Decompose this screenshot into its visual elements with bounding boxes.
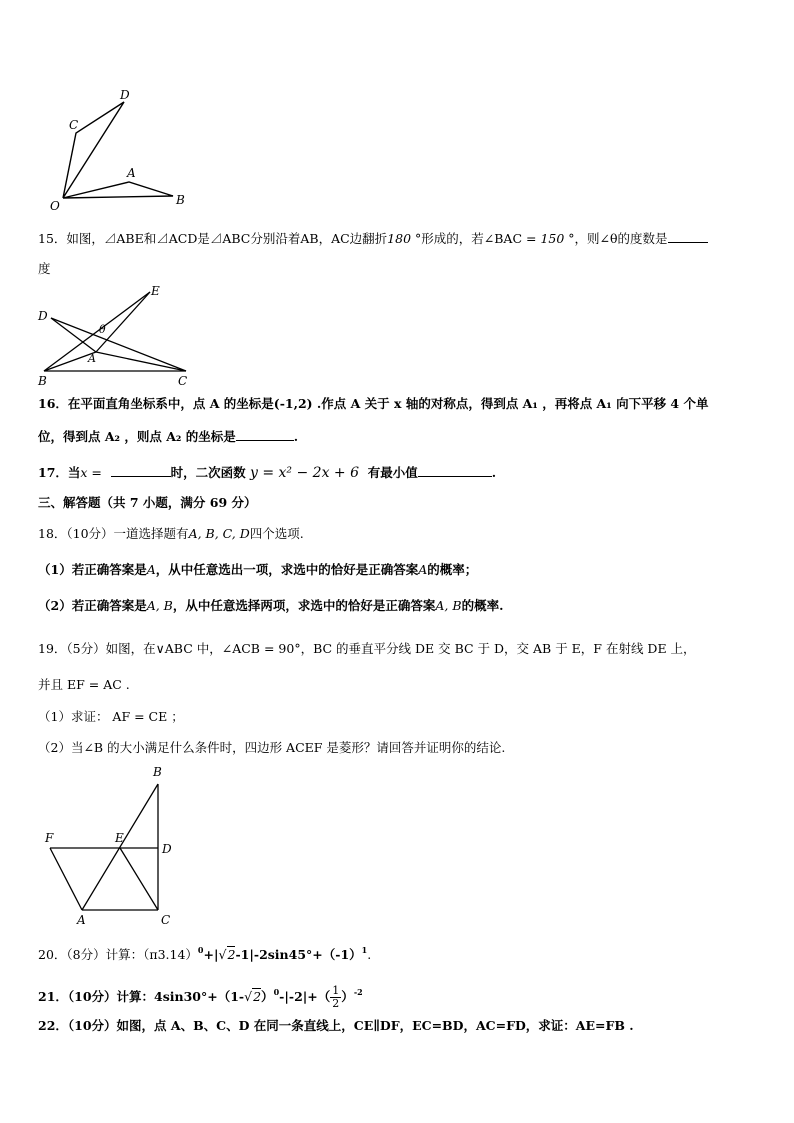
q18-p1-answer: A xyxy=(146,562,156,577)
question-number: 15． xyxy=(38,231,67,246)
line-f-a xyxy=(50,848,82,910)
q20-mid: +| xyxy=(203,947,219,962)
q16-period: . xyxy=(293,429,299,444)
answer-blank[interactable] xyxy=(668,230,708,243)
q18-p1-c: 的概率； xyxy=(427,562,478,577)
q17-text-a: 17．当 xyxy=(38,465,81,480)
label-c: C xyxy=(161,913,171,927)
question-17 xyxy=(38,464,496,481)
q20-tail: -1|-2sin45°+（-1） xyxy=(235,947,362,962)
question-16-line-2 xyxy=(38,428,298,445)
q22-text: 22．（10分）如图，点 A、B、C、D 在同一条直线上，CE∥DF，EC=BD，AC=FD，求证：AE=FB . xyxy=(38,1018,634,1033)
q17-function: y = x² − 2x + 6 xyxy=(250,465,360,481)
section-title: 三、解答题（共 7 小题，满分 69 分） xyxy=(38,495,257,510)
q20-head: 20．（8分）计算：（π3.14） xyxy=(38,947,198,962)
question-21: 21．（10分）计算：$4\sin 30^\circ+(1-√2)^0-|-2|+$（ $\frac{1}{2}$ ）$^{-2}$ xyxy=(38,984,363,1010)
q18-p2-a: （2）若正确答案是 xyxy=(38,598,147,613)
q21-sqrt-2: 2 xyxy=(253,989,262,1004)
q19-part-1: （1）求证： AF = CE ； xyxy=(38,709,184,724)
line-a-e xyxy=(96,292,150,352)
q15-equals-150: = 150 ° xyxy=(526,231,575,246)
label-c: C xyxy=(69,118,79,132)
q18-tail: 四个选项. xyxy=(249,526,304,541)
figure-q15-triangles xyxy=(34,282,204,392)
q17-x-eq: x = xyxy=(80,465,102,480)
label-o: O xyxy=(50,199,60,213)
q18-head: 18．（10分）一道选择题有 xyxy=(38,526,189,541)
line-c-d xyxy=(51,318,186,371)
q15-unit: 度 xyxy=(38,261,51,276)
q20-sqrt-2: 2 xyxy=(227,947,236,962)
line-a-c xyxy=(96,352,186,371)
q21-abs: -|-2|+（ xyxy=(279,989,331,1004)
question-19-part-2 xyxy=(38,740,505,756)
q17-text-c: 有最小值 xyxy=(367,465,418,480)
answer-blank[interactable] xyxy=(236,428,294,441)
question-15-line-2 xyxy=(38,261,51,277)
q19-text-2: 并且 EF = AC . xyxy=(38,677,130,692)
label-d: D xyxy=(162,842,172,856)
question-18-part-2 xyxy=(38,598,503,614)
q18-p2-answer: A, B xyxy=(146,598,173,613)
q16-text-2: 位，得到点 A₂ ，则点 A₂ 的坐标是 xyxy=(38,429,236,444)
q21-exp-0: 0 xyxy=(273,987,280,997)
q18-p1-a: （1）若正确答案是 xyxy=(38,562,147,577)
label-b: B xyxy=(153,765,162,779)
figure-q19 xyxy=(40,762,190,930)
label-d: D xyxy=(120,88,130,102)
question-15-line-1 xyxy=(38,230,708,247)
q20-exp-0: 0 xyxy=(197,945,204,955)
label-a: A xyxy=(77,913,86,927)
question-22 xyxy=(38,1018,634,1034)
q18-p2-b: ，从中任意选择两项，求选中的恰好是正确答案 xyxy=(172,598,436,613)
q20-exp-1: 1 xyxy=(361,945,368,955)
q21-numerator: 1 xyxy=(332,984,340,997)
label-f: F xyxy=(45,831,54,845)
q15-text-a: 如图，⊿ABE和⊿ACD是⊿ABC分别沿着AB，AC边翻折 xyxy=(66,231,388,246)
q15-angle-180: 180 ° xyxy=(387,231,422,246)
line-d-a xyxy=(51,318,96,352)
line-o-a-b xyxy=(63,182,173,198)
question-16-line-1 xyxy=(38,396,708,412)
question-19-line-1 xyxy=(38,641,696,657)
line-o-c-d xyxy=(63,102,124,198)
q21-head: 21．（10分）计算：4sin30°+（1- xyxy=(38,989,245,1004)
line-b-e xyxy=(44,292,150,371)
q19-part-2: （2）当∠B 的大小满足什么条件时，四边形 ACEF 是菱形？请回答并证明你的结论. xyxy=(38,740,506,755)
label-theta: θ xyxy=(99,323,106,336)
q21-close: ） xyxy=(341,989,354,1004)
line-e-c xyxy=(120,848,158,910)
question-19-part-1 xyxy=(38,709,184,725)
figure-top-quadrilateral xyxy=(40,84,200,219)
q21-exp: -2 xyxy=(353,987,363,997)
q18-p2-answer-2: A, B xyxy=(435,598,462,613)
question-18-part-1 xyxy=(38,562,477,578)
q17-text-b: 时，二次函数 xyxy=(170,465,246,480)
label-a: A xyxy=(127,166,136,180)
q19-text: 19．（5分）如图，在∨ABC 中，∠ACB = 90°，BC 的垂直平分线 DE 交 BC 于 D，交 AB 于 E，F 在射线 DE 上， xyxy=(38,641,696,656)
answer-blank[interactable] xyxy=(111,464,171,477)
label-e: E xyxy=(115,831,124,845)
q18-p2-c: 的概率. xyxy=(461,598,504,613)
label-a: A xyxy=(88,352,96,365)
answer-blank[interactable] xyxy=(418,464,492,477)
section-3-heading xyxy=(38,495,257,511)
label-b: B xyxy=(176,193,185,207)
q21-fraction xyxy=(330,985,341,1010)
q15-text-c: ，则∠θ的度数是 xyxy=(574,231,668,246)
label-b: B xyxy=(38,374,47,388)
q20-period: . xyxy=(367,947,372,962)
q18-p1-b: ，从中任意选出一项，求选中的恰好是正确答案 xyxy=(155,562,419,577)
q15-text-b: 形成的，若∠BAC xyxy=(421,231,526,246)
q21-mid: ） xyxy=(261,989,274,1004)
question-20: 20．（8分）计算：$(\pi 3.14)^0+|√2-1|-2\sin 45^\circ+(-1)^1$. xyxy=(38,945,372,962)
question-18 xyxy=(38,526,304,542)
q17-period: . xyxy=(491,465,497,480)
label-d: D xyxy=(38,309,48,323)
q16-text: 16．在平面直角坐标系中，点 A 的坐标是(-1,2) .作点 A 关于 x 轴的对称点，得到点 A₁ ，再将点 A₁ 向下平移 4 个单 xyxy=(38,396,709,411)
q18-p1-answer-2: A xyxy=(418,562,428,577)
q18-options: A, B, C, D xyxy=(188,526,250,541)
q21-denominator: 2 xyxy=(332,997,340,1010)
label-e: E xyxy=(151,284,160,298)
question-19-line-2 xyxy=(38,677,130,693)
label-c: C xyxy=(178,374,188,388)
